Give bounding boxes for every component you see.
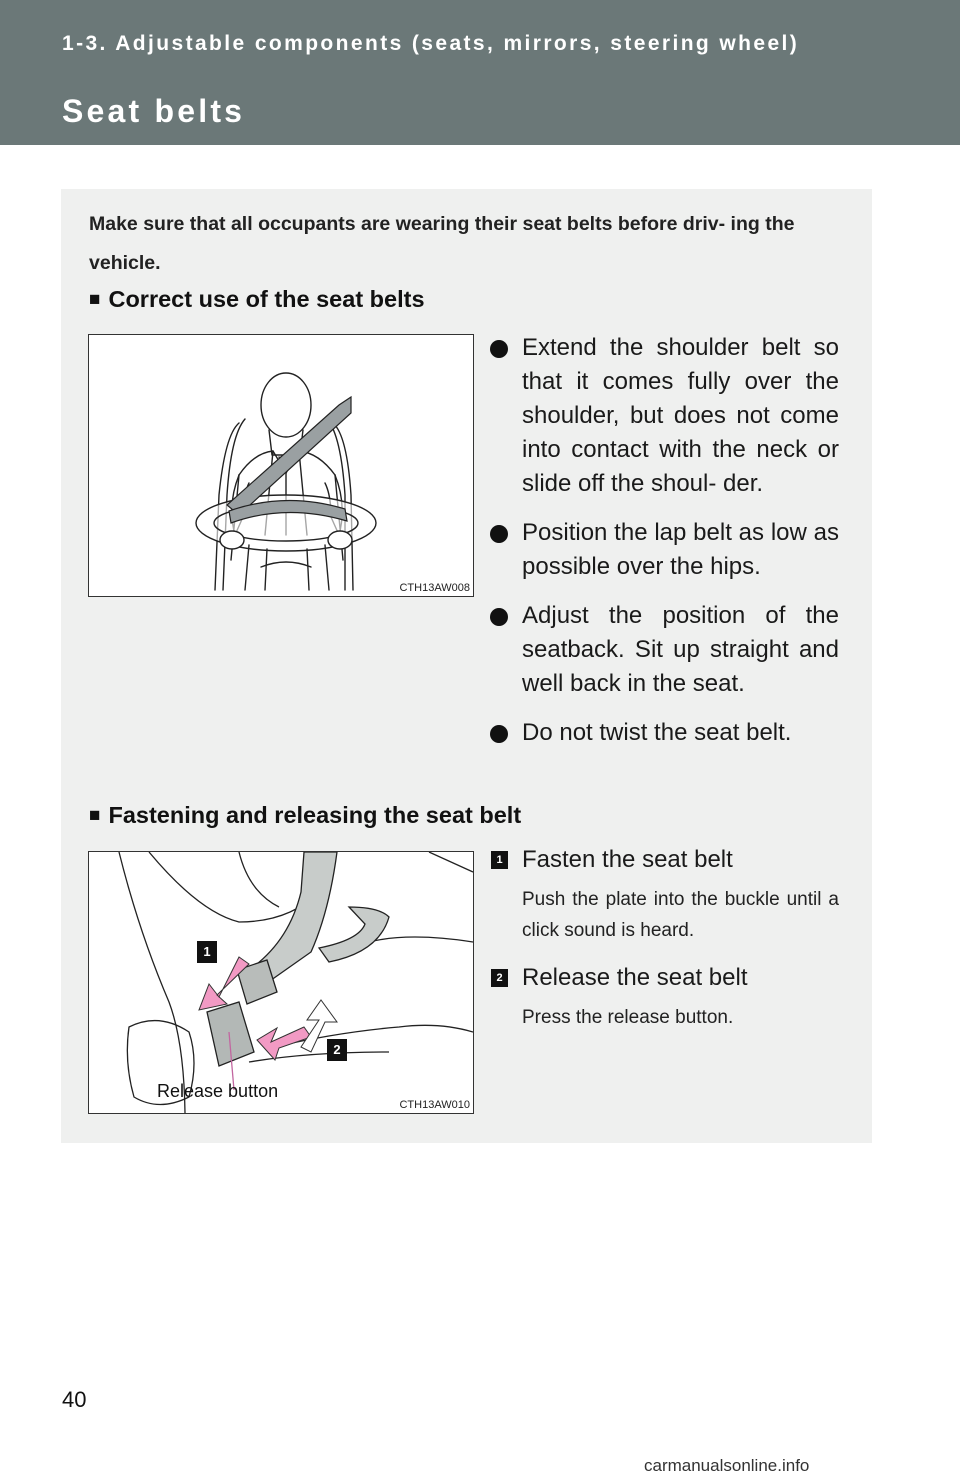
step-item — [491, 961, 839, 1033]
step-item — [491, 843, 839, 946]
figure-marker-1: 1 — [203, 944, 211, 959]
figure-buckle — [88, 851, 474, 1114]
bullet-dot-icon — [490, 525, 508, 543]
subheading-correct-use — [89, 286, 425, 313]
subheading-correct-use-label: Correct use of the seat belts — [108, 286, 425, 312]
step-description: Press the release button. — [522, 1007, 734, 1028]
square-bullet-icon: ■ — [89, 805, 101, 826]
section-title: 1-3. Adjustable components (seats, mirrors, steering wheel) — [62, 32, 800, 55]
figure-code: CTH13AW010 — [399, 1099, 470, 1111]
bullet-item — [488, 599, 839, 701]
bullet-item — [488, 331, 839, 501]
release-button-label: Release button — [157, 1081, 279, 1101]
buckle-illustration — [89, 852, 473, 1113]
bullet-text: Position the lap belt as low as possible over the hips. — [522, 519, 839, 580]
page-number: 40 — [62, 1387, 87, 1412]
intro-text: Make sure that all occupants are wearing their seat belts before driv- ing the vehicle. — [89, 213, 795, 274]
bullet-text: Adjust the position of the seatback. Sit up straight and well back in the seat. — [522, 602, 839, 697]
seated-person-illustration — [89, 335, 473, 596]
watermark: carmanualsonline.info — [644, 1456, 810, 1475]
bullet-text: Do not twist the seat belt. — [522, 719, 792, 746]
figure-code: CTH13AW008 — [399, 582, 470, 594]
seat-belt-bullet-list — [488, 331, 839, 765]
page-header — [0, 0, 960, 145]
bullet-text: Extend the shoulder belt so that it comes fully over the shoulder, but does not come into contact with the neck or slide off the shoul- der. — [522, 334, 839, 497]
bullet-dot-icon — [490, 608, 508, 626]
step-description: Push the plate into the buckle until a click sound is heard. — [522, 889, 839, 941]
step-title: Fasten the seat belt — [522, 846, 733, 873]
bullet-dot-icon — [490, 725, 508, 743]
step-number-icon: 1 — [491, 851, 508, 869]
bullet-item — [488, 516, 839, 584]
figure-marker-2: 2 — [333, 1042, 341, 1057]
subheading-fastening — [89, 802, 521, 829]
buckle-steps — [491, 843, 839, 1033]
bullet-dot-icon — [490, 340, 508, 358]
step-title: Release the seat belt — [522, 964, 748, 991]
subheading-fastening-label: Fastening and releasing the seat belt — [108, 802, 522, 828]
step-number-icon: 2 — [491, 969, 508, 987]
figure-seated-person — [88, 334, 474, 597]
square-bullet-icon: ■ — [89, 289, 101, 310]
page-title: Seat belts — [62, 93, 246, 129]
bullet-item — [488, 716, 839, 750]
